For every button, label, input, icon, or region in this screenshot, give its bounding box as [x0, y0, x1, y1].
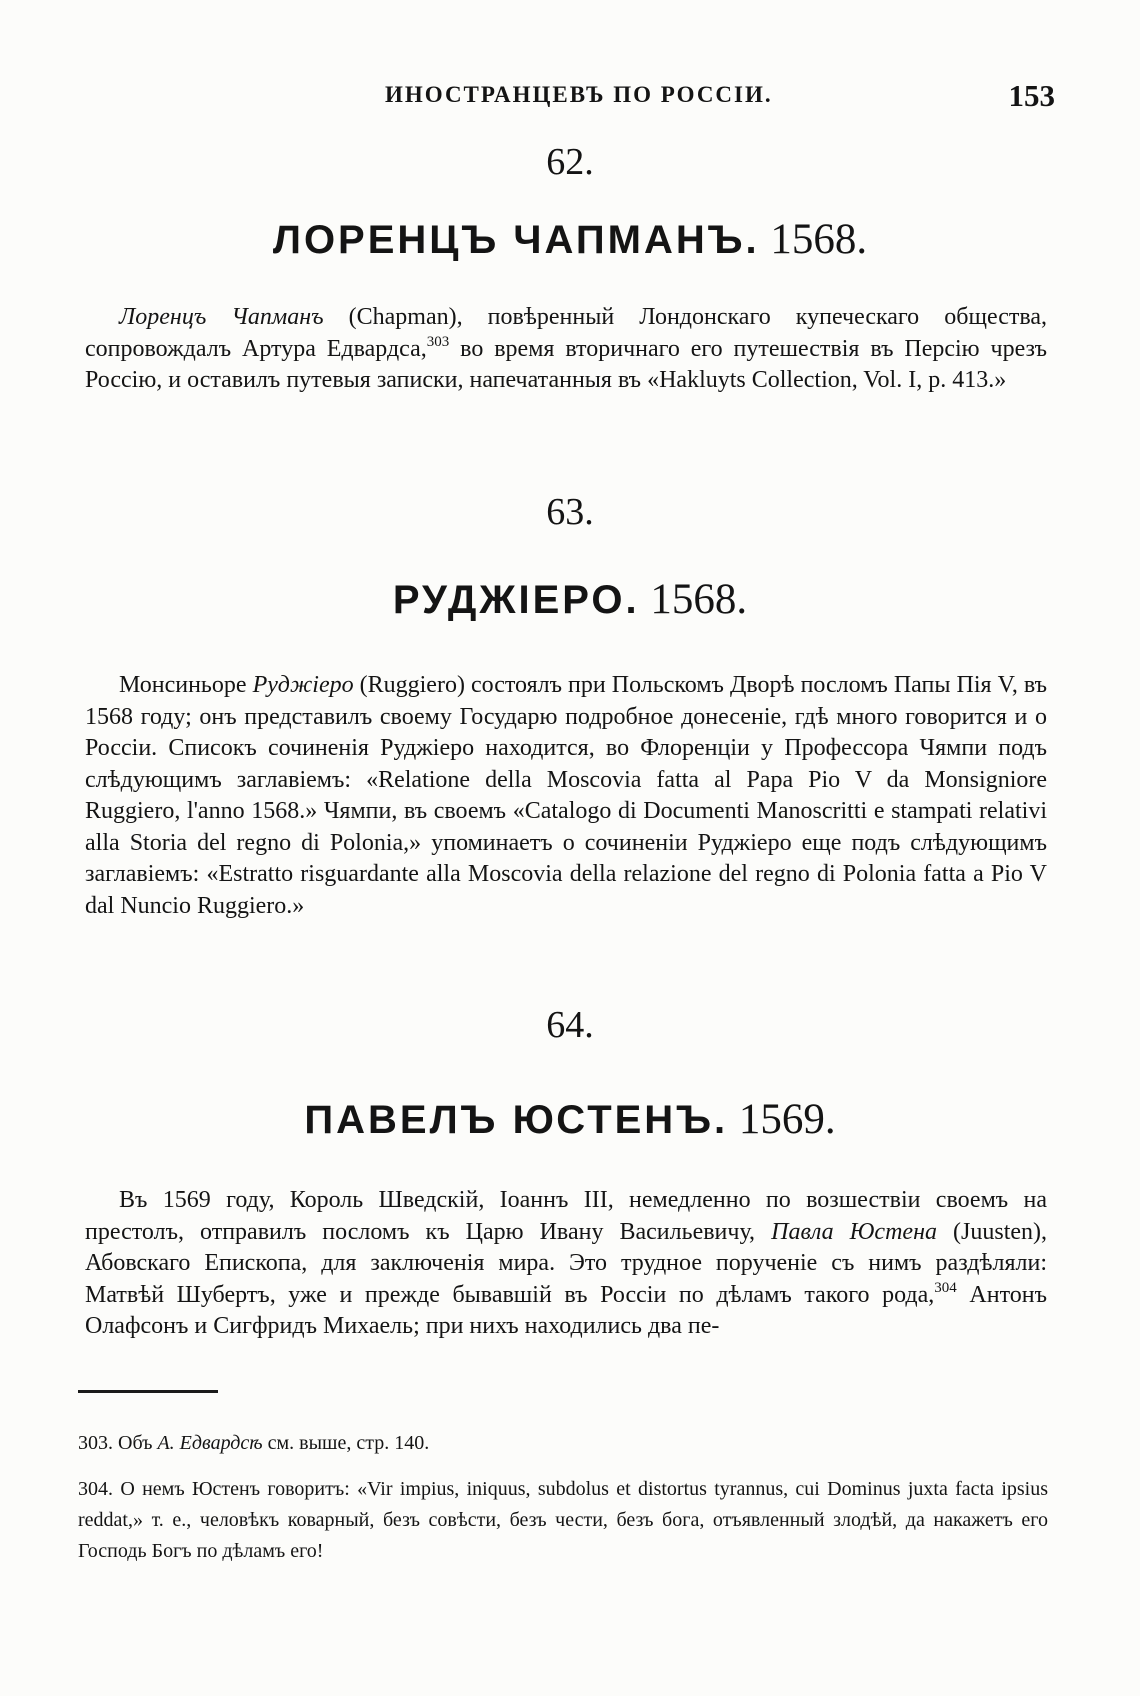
person-name: Лоренцъ Чапманъ	[119, 304, 324, 330]
heading-name: ПАВЕЛЪ ЮСТЕНЪ.	[304, 1098, 729, 1142]
person-name: Павла Юстена	[771, 1218, 937, 1245]
section-text-62: Лоренцъ Чапманъ (Chapman), повѣренный Лондонскаго купеческаго общества, сопровождалъ Артура Едвардса,$^{303}$ во время вторичнаго его путешествія въ Персію чрезъ Россію, и оставилъ путевыя записки, напечатанныя въ «Hakluyts Collection, Vol. I, p. 413.»	[85, 304, 1047, 393]
person-name: Руджіеро	[252, 672, 354, 698]
footnote-ref-304: 304	[934, 1279, 957, 1296]
footnote-303: 303. Объ А. Едвардсѣ см. выше, стр. 140.	[78, 1432, 430, 1454]
page-number: 153	[1008, 78, 1055, 113]
section-text-64: Въ 1569 году, Король Шведскій, Іоаннъ III, немедленно по возшествіи своемъ на престолъ, отправилъ посломъ къ Царю Ивану Васильевичу, Павла Юстена (Juusten), Абовскаго Епископа, для заключенія мира. Это трудное порученіе съ нимъ раздѣляли: Матвѣй Шубертъ, уже и прежде бывавшій въ Россіи по дѣламъ такого рода,$^{304}$ Антонъ Олафсонъ и Сигфридъ Михаель; при нихъ находились два пе-	[85, 1187, 1048, 1339]
section-number-62: 62.	[546, 141, 594, 183]
footnote-ref-303: 303	[426, 333, 450, 350]
footnote-divider	[78, 1390, 218, 1393]
section-number-64: 64.	[546, 1004, 594, 1046]
running-head-title: ИНОСТРАНЦЕВЪ ПО РОССІИ.	[385, 82, 773, 107]
heading-year: 1568.	[770, 216, 868, 263]
section-heading-64	[0, 1095, 1140, 1144]
section-text-63: Монсиньоре Руджіеро (Ruggiero) состоялъ при Польскомъ Дворѣ посломъ Папы Пія V, въ 1568 году; онъ представилъ своему Государю подробное донесеніе, гдѣ много говорится и о Россіи. Списокъ сочиненія Руджіеро находится, во Флоренціи у Профессора Чямпи подъ слѣдующимъ заглавіемъ: «Relatione della Moscovia fatta al Papa Pio V da Monsigniore Ruggiero, l'anno 1568.» Чямпи, въ своемъ «Catalogo di Documenti Manoscritti e stampati relativi alla Storia del regno di Polonia,» упоминаетъ о сочиненіи Руджіеро еще подъ слѣдующимъ заглавіемъ: «Estratto risguardante alla Moscovia della relazione del regno di Polonia fatta a Pio V dal Nuncio Ruggiero.»	[85, 672, 1047, 919]
section-heading-63	[0, 575, 1140, 624]
footnote-304: 304. О немъ Юстенъ говоритъ: «Vir impius, iniquus, subdolus et distortus tyrannus, cui Dominus juxta facta ipsius reddat,» т. е., человѣкъ коварный, безъ совѣсти, безъ чести, безъ бога, отъявленный злодѣй, да накажетъ его Господь Богъ по дѣламъ его!	[78, 1478, 1048, 1562]
section-number-63: 63.	[546, 491, 594, 533]
heading-name: РУДЖІЕРО.	[392, 578, 640, 622]
section-heading-62	[0, 215, 1140, 264]
heading-name: ЛОРЕНЦЪ ЧАПМАНЪ.	[272, 218, 760, 262]
heading-year: 1569.	[738, 1096, 836, 1143]
running-head	[85, 78, 1055, 122]
heading-year: 1568.	[650, 576, 748, 623]
